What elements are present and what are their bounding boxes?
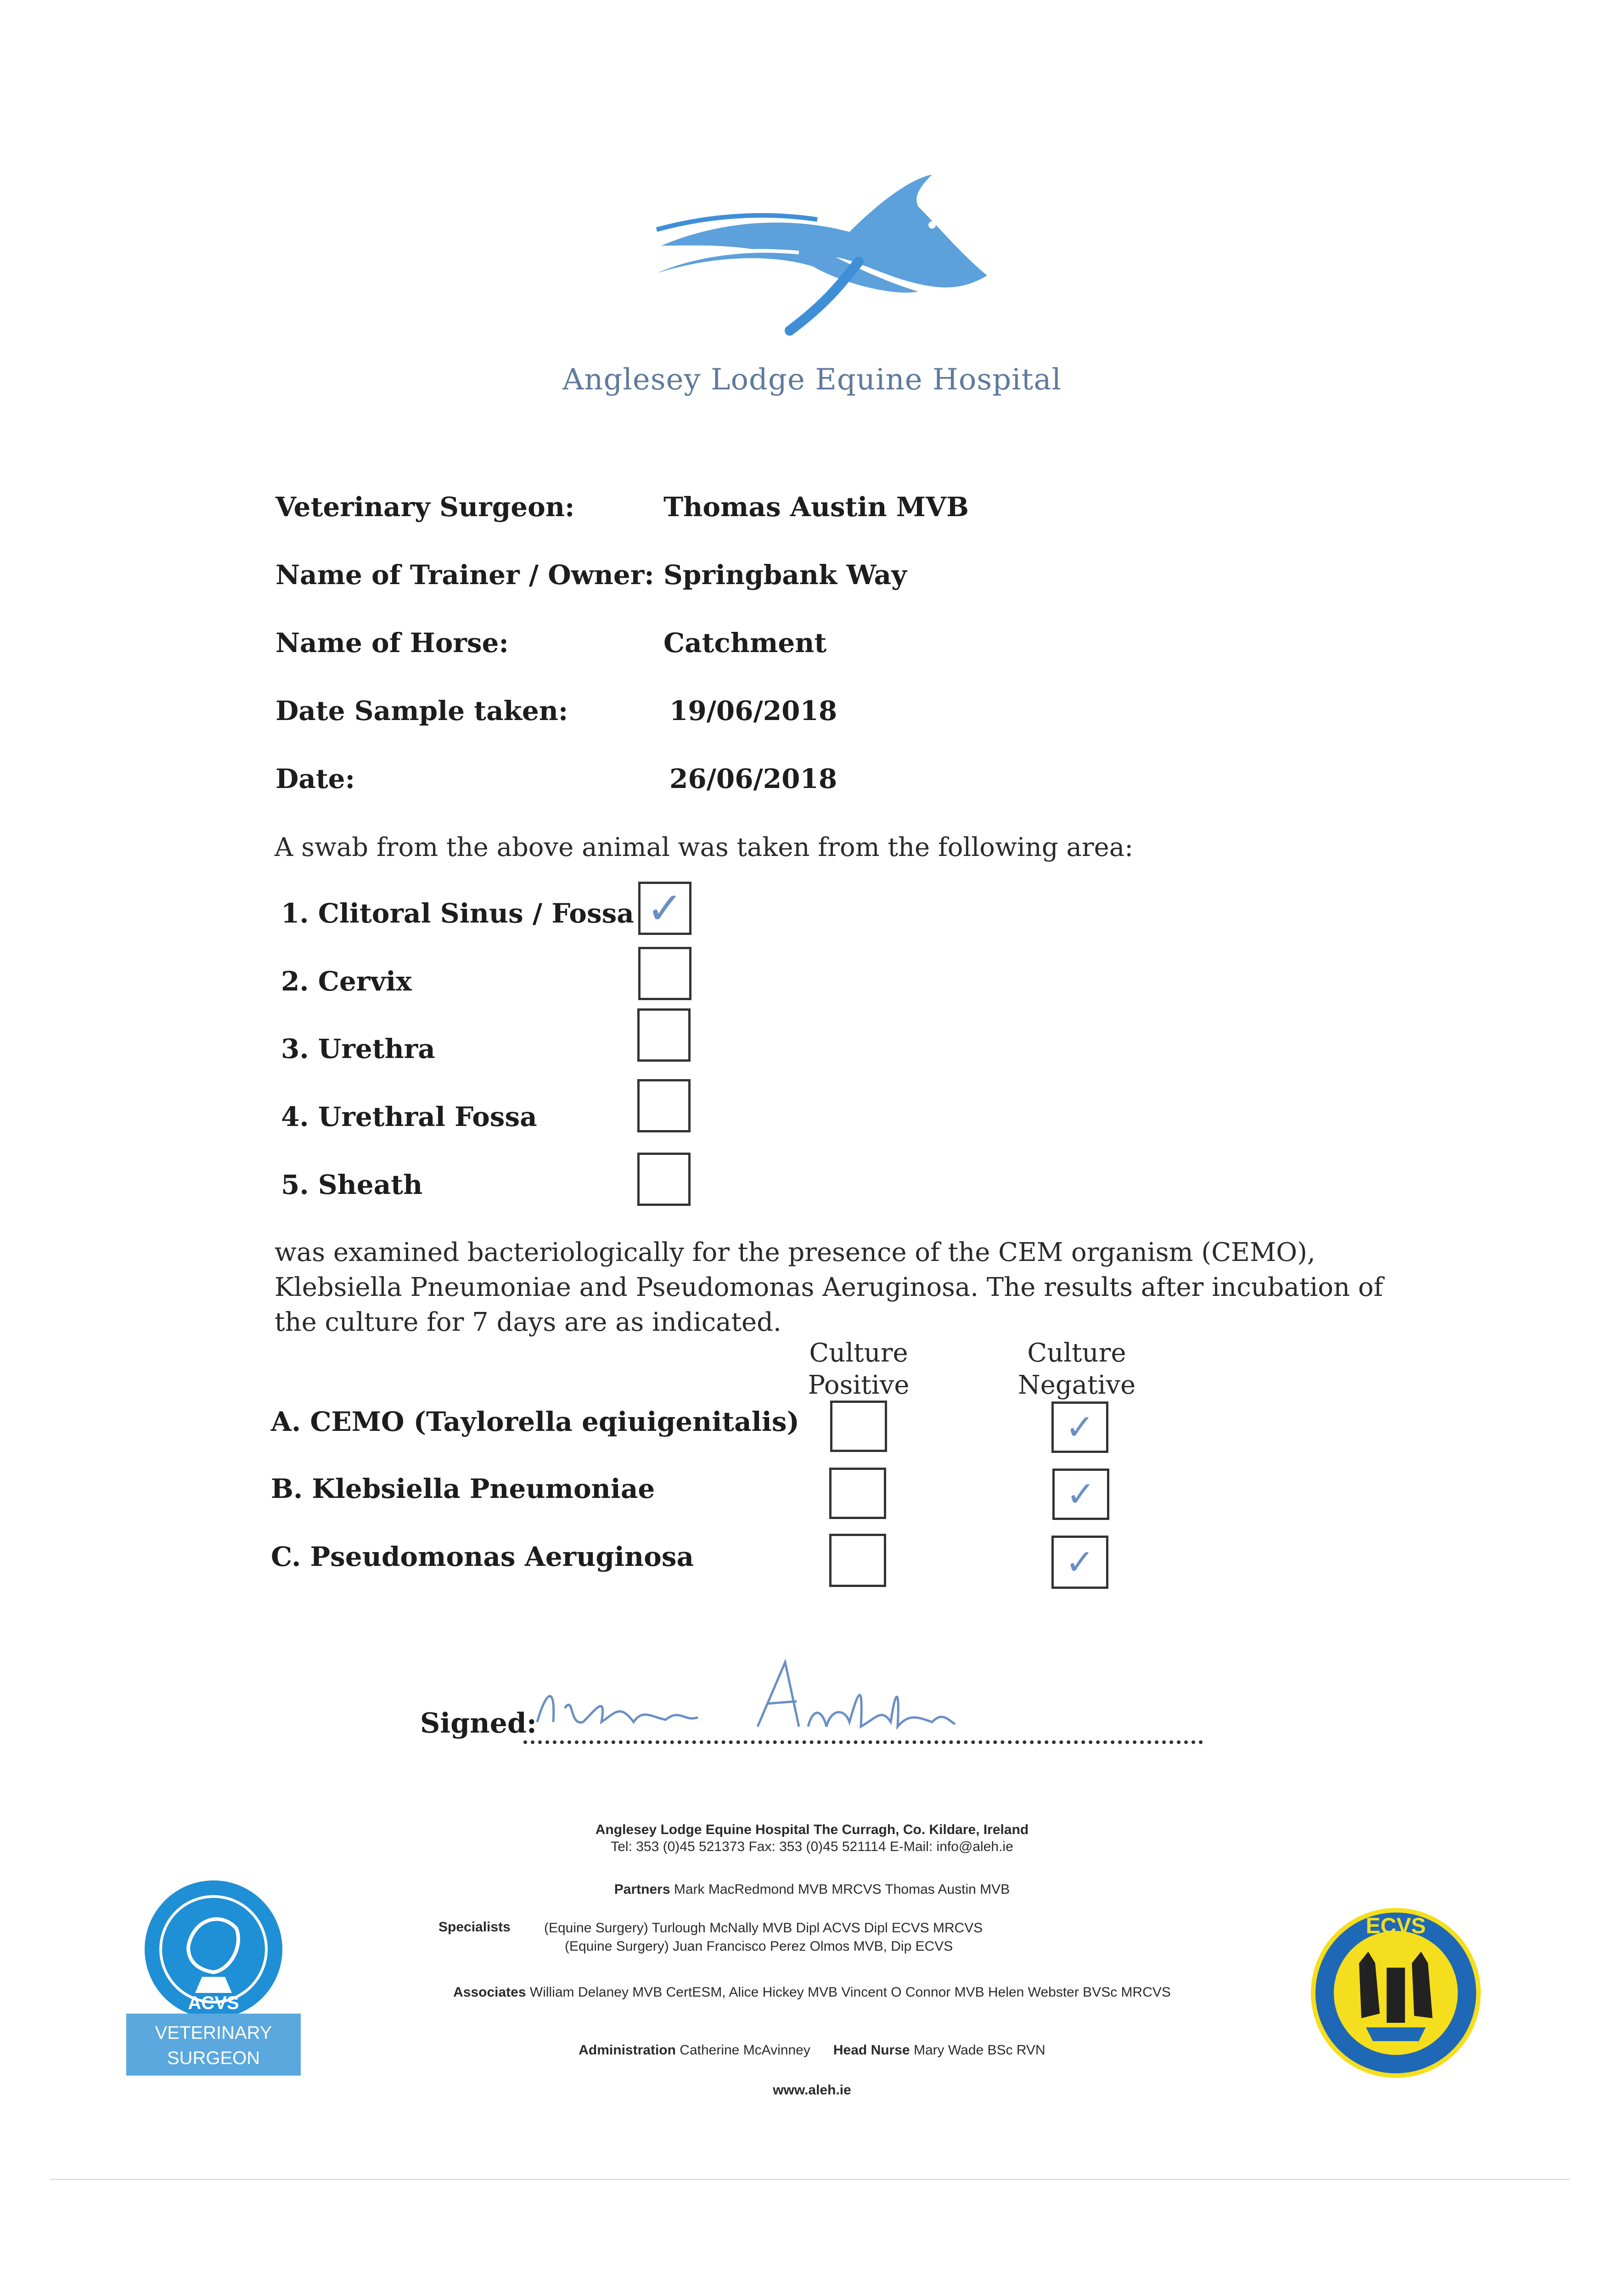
footer-head-nurse-label: Head Nurse: [833, 2043, 910, 2058]
acvs-line-1: VETERINARY: [155, 2023, 272, 2043]
checkmark-icon: ✓: [1065, 1542, 1095, 1582]
checkmark-icon: [832, 1403, 885, 1450]
footer-specialists-label: Specialists: [438, 1919, 511, 1935]
checkmark-icon: [832, 1536, 884, 1585]
field-value-trainer-owner: Springbank Way: [663, 559, 907, 591]
result-klebsiella: B. Klebsiella Pneumoniae: [271, 1473, 655, 1504]
acvs-veterinary-surgeon-badge: [124, 1878, 303, 2080]
result-cemo-negative-checkbox[interactable]: [1051, 1401, 1108, 1453]
result-pseudomonas-positive-checkbox[interactable]: [829, 1534, 886, 1587]
footer-associates-text: William Delaney MVB CertESM, Alice Hickey MVB Vincent O Connor MVB Helen Webster BVSc MRCVS: [529, 1985, 1171, 2000]
swab-site-cervix: 2. Cervix: [281, 966, 412, 997]
checkmark-icon: [640, 1011, 688, 1059]
ecvs-college-badge: [1311, 1908, 1481, 2078]
checkmark-icon: ✓: [1065, 1407, 1095, 1447]
checkmark-icon: [640, 1081, 688, 1130]
field-label-trainer-owner: Name of Trainer / Owner:: [275, 559, 654, 591]
checkmark-icon: ✓: [646, 883, 684, 934]
field-value-date-sample-taken: 19/06/2018: [669, 695, 837, 726]
swab-site-checkbox-urethra[interactable]: [637, 1008, 691, 1062]
result-cemo: A. CEMO (Taylorella eqiuigenitalis): [271, 1406, 799, 1437]
footer-divider: [51, 2179, 1570, 2180]
swab-site-urethra: 3. Urethra: [281, 1033, 435, 1064]
result-pseudomonas-negative-checkbox[interactable]: [1051, 1536, 1108, 1589]
checkmark-icon: ✓: [1066, 1474, 1096, 1514]
ecvs-abbrev: ECVS: [1366, 1914, 1426, 1938]
checkmark-icon: [640, 1155, 688, 1204]
column-header-culture-positive: [799, 1337, 918, 1401]
footer-administration-text: Catherine McAvinney: [680, 2043, 810, 2058]
examination-text: was examined bacteriologically for the presence of the CEM organism (CEMO), Klebsiella Pneumoniae and Pseudomonas Aeruginosa. The results after incubation of the culture for 7 days are as indicated.: [275, 1238, 1383, 1337]
checkmark-icon: [641, 949, 689, 998]
column-header-line: Culture: [809, 1338, 908, 1368]
acvs-line-2: SURGEON: [167, 2048, 260, 2068]
swab-site-checkbox-clitoral-sinus[interactable]: [638, 882, 691, 935]
swab-site-checkbox-sheath[interactable]: [637, 1153, 691, 1206]
result-pseudomonas: C. Pseudomonas Aeruginosa: [271, 1541, 694, 1572]
acvs-abbrev: ACVS: [188, 1993, 239, 2013]
field-label-veterinary-surgeon: Veterinary Surgeon:: [275, 491, 575, 523]
footer-contact: Tel: 353 (0)45 521373 Fax: 353 (0)45 521114 E-Mail: info@aleh.ie: [611, 1839, 1013, 1854]
field-label-date-sample-taken: Date Sample taken:: [275, 695, 568, 726]
swab-intro-text: A swab from the above animal was taken from the following area:: [275, 833, 1134, 862]
hospital-name: Anglesey Lodge Equine Hospital: [562, 363, 1062, 397]
signed-label: Signed:: [420, 1707, 537, 1739]
column-header-line: Positive: [808, 1370, 910, 1400]
footer-associates-label: Associates: [453, 1985, 526, 2000]
checkmark-icon: [832, 1470, 884, 1517]
swab-site-clitoral-sinus: 1. Clitoral Sinus / Fossa: [281, 898, 634, 929]
result-klebsiella-positive-checkbox[interactable]: [829, 1468, 886, 1519]
footer-administration-label: Administration: [579, 2043, 676, 2058]
footer-specialists-line-1: (Equine Surgery) Turlough McNally MVB Dipl ACVS Dipl ECVS MRCVS: [544, 1920, 983, 1936]
swab-site-checkbox-urethral-fossa[interactable]: [637, 1079, 691, 1132]
column-header-line: Culture: [1027, 1338, 1126, 1368]
result-cemo-positive-checkbox[interactable]: [830, 1401, 887, 1452]
footer-address: Anglesey Lodge Equine Hospital The Curragh, Co. Kildare, Ireland: [595, 1822, 1029, 1837]
result-klebsiella-negative-checkbox[interactable]: [1052, 1469, 1109, 1520]
footer-head-nurse-text: Mary Wade BSc RVN: [913, 2043, 1045, 2058]
field-value-date: 26/06/2018: [669, 763, 837, 794]
swab-site-sheath: 5. Sheath: [281, 1169, 423, 1200]
field-value-veterinary-surgeon: Thomas Austin MVB: [663, 491, 969, 523]
hospital-horse-logo: [638, 165, 1015, 344]
field-value-horse-name: Catchment: [663, 627, 827, 658]
footer-specialists-line-2: (Equine Surgery) Juan Francisco Perez Olmos MVB, Dip ECVS: [565, 1939, 953, 1954]
field-label-horse-name: Name of Horse:: [275, 627, 509, 658]
handwritten-signature: [528, 1653, 964, 1745]
footer-partners-label: Partners: [614, 1882, 670, 1897]
footer-website-link[interactable]: www.aleh.ie: [773, 2082, 851, 2098]
swab-site-checkbox-cervix[interactable]: [638, 947, 691, 1000]
column-header-culture-negative: [1017, 1337, 1136, 1401]
column-header-line: Negative: [1017, 1370, 1136, 1400]
footer-partners-text: Mark MacRedmond MVB MRCVS Thomas Austin MVB: [674, 1882, 1010, 1897]
swab-site-urethral-fossa: 4. Urethral Fossa: [281, 1101, 537, 1132]
field-label-date: Date:: [275, 763, 355, 794]
